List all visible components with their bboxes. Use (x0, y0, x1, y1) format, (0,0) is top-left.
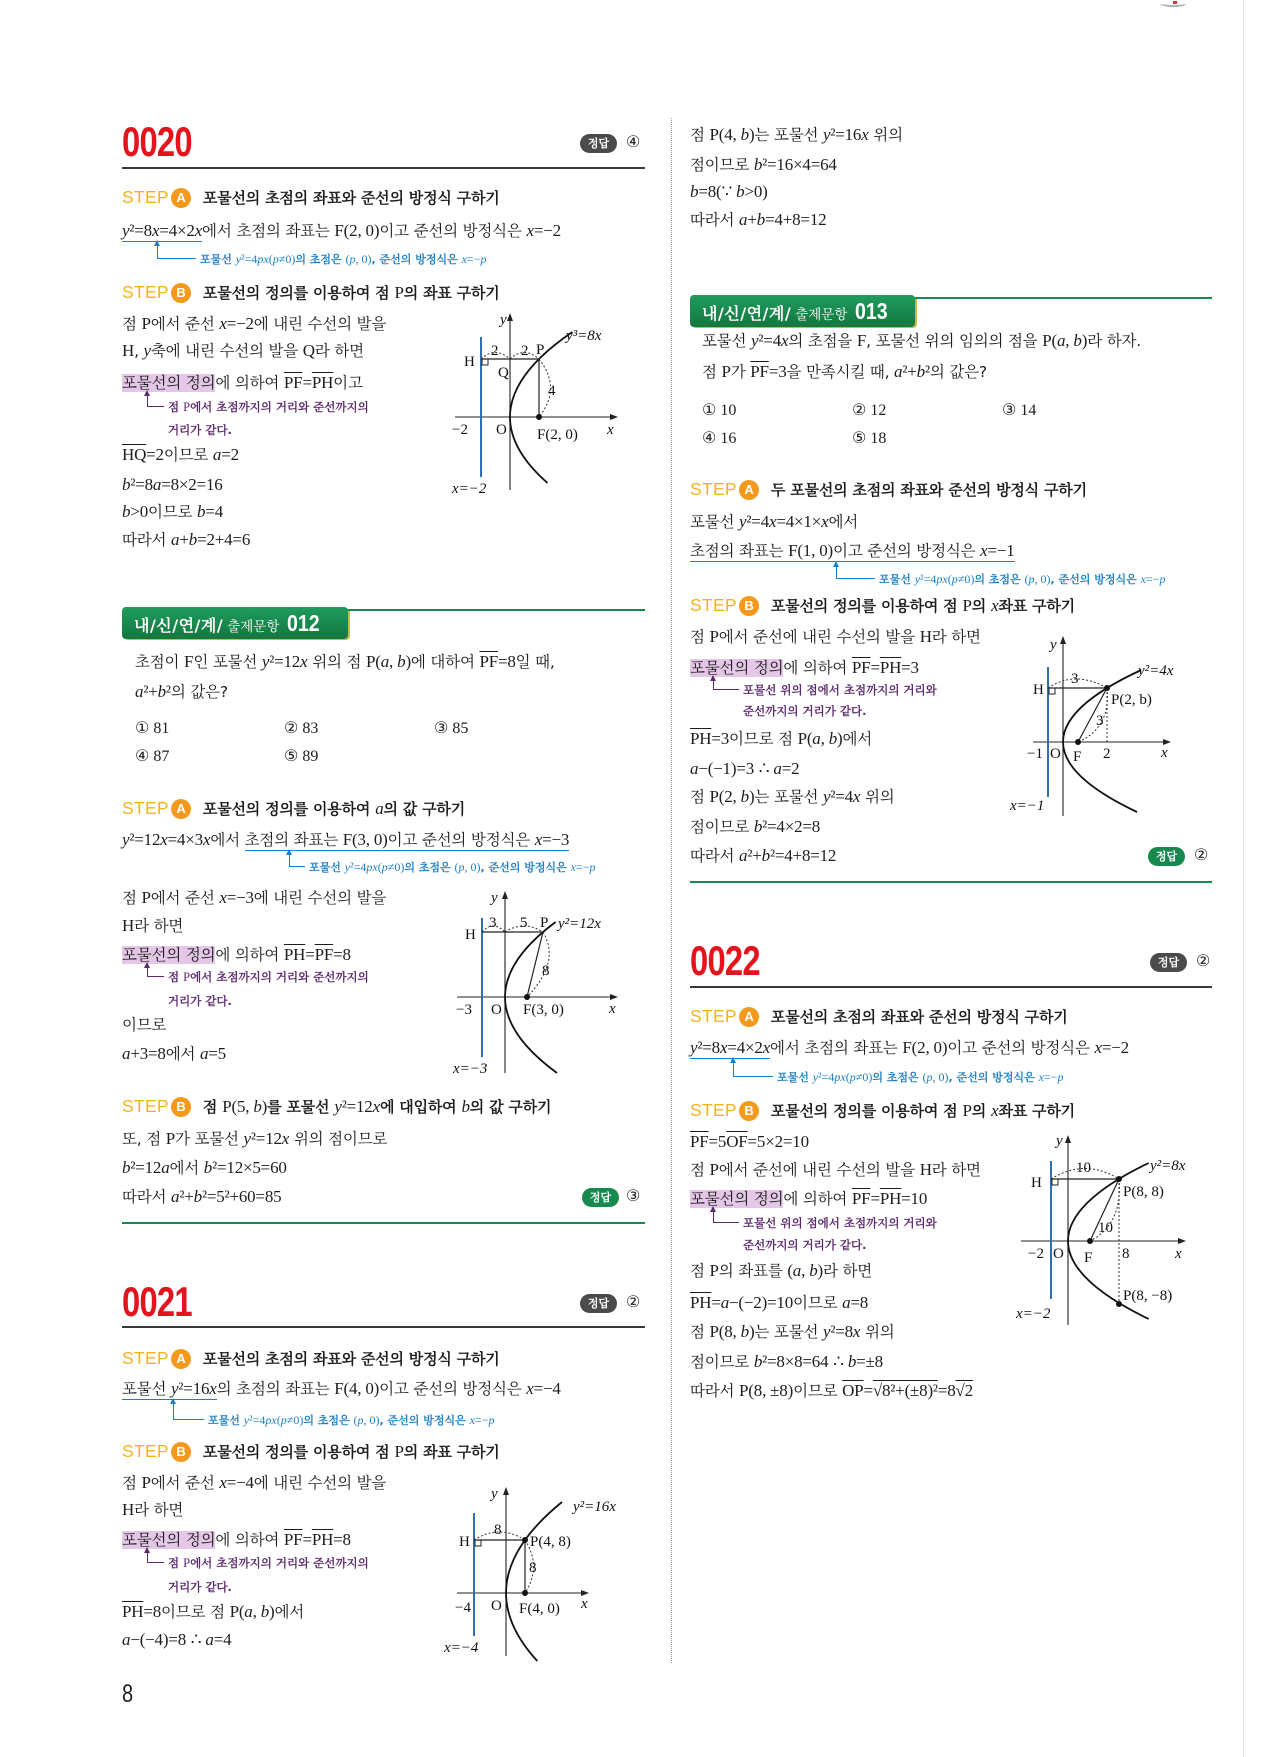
step-letter-badge: A (171, 188, 191, 208)
point-label-p-lower: P(8, −8) (1123, 1288, 1173, 1304)
axis-label-y: y (491, 890, 498, 906)
point-label-p: P(2, b) (1111, 692, 1152, 708)
point-label-h: H (464, 354, 475, 370)
note-arrow (733, 1062, 773, 1077)
blue-note: 포물선 y²=4px(p≠0)의 초점은 (p, 0), 준선의 방정식은 x=−p (777, 1070, 1064, 1084)
focus-label: F(3, 0) (523, 1002, 564, 1018)
axis-label-x: x (607, 422, 614, 438)
answer-badge: 정답 (582, 1188, 619, 1207)
page-edge-line (1243, 0, 1244, 1757)
choice-2: ② 12 (852, 402, 887, 419)
solution-line: y²=8x=4×2x에서 초점의 좌표는 F(2, 0)이고 준선의 방정식은 x=−2 (122, 221, 561, 240)
choice-5: ⑤ 18 (852, 430, 887, 447)
solution-line: 점 P에서 준선에 내린 수선의 발을 H라 하면 (690, 1160, 981, 1179)
step-heading (690, 478, 1087, 500)
step-letter-badge: B (171, 1442, 191, 1462)
step-heading (122, 186, 500, 208)
curve-label: y²=4x (1138, 663, 1174, 679)
directrix-label: x=−1 (1010, 798, 1045, 814)
purple-note: 점 P에서 초점까지의 거리와 준선까지의 (168, 1556, 369, 1570)
distance-label: 4 (548, 383, 556, 399)
step-title: 점 P(5, b)를 포물선 y²=12x에 대입하여 b의 값 구하기 (202, 1097, 552, 1116)
solution-line: H라 하면 (122, 916, 184, 935)
note-arrow (713, 1211, 739, 1223)
answer-badge: 정답 (1148, 847, 1185, 866)
tick-label: 8 (1122, 1246, 1130, 1262)
directrix-label: x=−2 (1016, 1306, 1051, 1322)
header-rule (690, 986, 1212, 988)
distance-label: 8 (542, 963, 550, 979)
step-title: 포물선의 초점의 좌표와 준선의 방정식 구하기 (202, 189, 500, 207)
point-label-p: P(4, 8) (530, 1534, 571, 1550)
note-arrow (713, 680, 739, 690)
focus-label: F(2, 0) (537, 427, 578, 443)
answer-badge: 정답 (1150, 953, 1187, 972)
header-rule (122, 1326, 645, 1328)
step-label: STEP (122, 1348, 169, 1368)
solution-line: 이므로 (122, 1016, 167, 1034)
blue-note: 포물선 y²=4px(p≠0)의 초점은 (p, 0), 준선의 방정식은 x=−p (208, 1413, 495, 1427)
point-label-q: Q (498, 365, 509, 381)
answer-value: ② (626, 1294, 641, 1311)
banner-rule (915, 297, 1212, 299)
parabola-graph (440, 1480, 640, 1670)
solution-line: $\overline{PF}=5\overline{OF}=5\times 2=10$ (690, 1132, 809, 1151)
problem-number: 0021 (122, 1278, 192, 1325)
axis-label-x: x (1161, 745, 1168, 761)
step-label: STEP (122, 1441, 169, 1461)
point-label-p: P (536, 342, 545, 358)
banner-label: 내/신/연/계/ (702, 304, 792, 323)
axis-label-x: x (1175, 1246, 1182, 1262)
section-end-rule (690, 881, 1212, 883)
solution-line: 포물선의 정의에 의하여 $\overline{PF}=\overline{PH}=8$ (122, 1530, 351, 1549)
purple-note: 준선까지의 거리가 같다. (743, 1238, 867, 1252)
choice-1: ① 81 (135, 720, 170, 737)
distance-label: 10 (1076, 1160, 1091, 1176)
step-letter-badge: A (171, 799, 191, 819)
solution-line: y²=8x=4×2x에서 초점의 좌표는 F(2, 0)이고 준선의 방정식은 x=−2 (690, 1038, 1129, 1057)
solution-line: y²=12x=4×3x에서 초점의 좌표는 F(3, 0)이고 준선의 방정식은 x=−3 (122, 830, 570, 849)
solution-line: 따라서 a+b=4+8=12 (690, 210, 827, 229)
solution-line: 따라서 P(8, ±8)이므로 $\overline{OP}=$ √ 8²+(±8)²=8 √ 2 (690, 1380, 973, 1402)
axis-label-y: y (500, 312, 507, 328)
step-title: 포물선의 정의를 이용하여 a의 값 구하기 (202, 799, 465, 818)
axis-label-x: x (581, 1596, 588, 1612)
solution-line: $\overline{HQ}=2$이므로 a=2 (122, 445, 239, 464)
choice-4: ④ 16 (702, 430, 737, 447)
origin-label: O (491, 1598, 502, 1614)
step-title: 포물선의 초점의 좌표와 준선의 방정식 구하기 (202, 1350, 500, 1368)
solution-line: H, y축에 내린 수선의 발을 Q라 하면 (122, 341, 364, 360)
choice-3: ③ 85 (434, 720, 469, 737)
solution-line: b>0이므로 b=4 (122, 502, 224, 521)
tick-label: 2 (1103, 746, 1111, 762)
point-label-h: H (1033, 682, 1044, 698)
parabola-graph (1005, 630, 1205, 820)
step-letter-badge: A (171, 1349, 191, 1369)
curve-label: y²=12x (558, 916, 601, 932)
step-label: STEP (690, 1100, 737, 1120)
solution-line: b=8(∵ b>0) (690, 182, 768, 201)
solution-line: 포물선의 정의에 의하여 $\overline{PF}=\overline{PH}$이고 (122, 373, 363, 392)
step-title: 두 포물선의 초점의 좌표와 준선의 방정식 구하기 (770, 481, 1087, 499)
solution-line: 포물선의 정의에 의하여 $\overline{PF}=\overline{PH}=10$ (690, 1189, 928, 1208)
note-arrow (289, 854, 305, 867)
step-title: 포물선의 정의를 이용하여 점 P의 좌표 구하기 (202, 1442, 500, 1461)
step-heading (122, 1440, 500, 1462)
choice-4: ④ 87 (135, 748, 170, 765)
purple-note: 포물선 위의 점에서 초점까지의 거리와 (743, 1216, 937, 1230)
parabola-graph (1010, 1128, 1210, 1328)
origin-label: O (491, 1002, 502, 1018)
step-label: STEP (122, 1096, 169, 1116)
choice-1: ① 10 (702, 402, 737, 419)
solution-line: 점이므로 b²=16×4=64 (690, 155, 837, 174)
blue-note: 포물선 y²=4px(p≠0)의 초점은 (p, 0), 준선의 방정식은 x=−p (200, 252, 487, 266)
note-arrow (836, 566, 875, 579)
solution-line: 점 P에서 준선 x=−4에 내린 수선의 발을 (122, 1473, 387, 1492)
blue-note: 포물선 y²=4px(p≠0)의 초점은 (p, 0), 준선의 방정식은 x=−p (309, 860, 596, 874)
purple-note: 거리가 같다. (168, 423, 232, 437)
column-divider (671, 118, 672, 1663)
step-label: STEP (122, 187, 169, 207)
origin-label: O (496, 422, 507, 438)
point-label-h: H (465, 927, 476, 943)
axis-label-y: y (1050, 637, 1057, 653)
section-end-rule (122, 1222, 645, 1224)
question-line: 점 P가 $\overline{PF}=3$을 만족시킬 때, a²+b²의 값은? (702, 362, 987, 381)
distance-label: 8 (494, 1522, 502, 1538)
directrix-label: x=−4 (444, 1640, 479, 1656)
answer-value: ③ (626, 1188, 641, 1205)
linked-problem-banner (690, 295, 915, 327)
step-heading (122, 1095, 551, 1117)
blue-note: 포물선 y²=4px(p≠0)의 초점은 (p, 0), 준선의 방정식은 x=−p (879, 572, 1166, 586)
focus-label: F(4, 0) (519, 1601, 560, 1617)
solution-line: 점이므로 b²=4×2=8 (690, 817, 821, 836)
solution-line: 초점의 좌표는 F(1, 0)이고 준선의 방정식은 x=−1 (690, 541, 1015, 560)
step-heading (122, 797, 465, 819)
banner-rule (348, 609, 645, 611)
solution-line: H라 하면 (122, 1500, 184, 1519)
banner-sub: 출제문항 (227, 619, 280, 635)
solution-line: 점 P에서 준선에 내린 수선의 발을 H라 하면 (690, 627, 981, 646)
solution-line: 따라서 a²+b²=4+8=12 (690, 846, 837, 865)
distance-label: 3 (1096, 713, 1104, 729)
step-letter-badge: B (739, 1101, 759, 1121)
solution-line: 포물선의 정의에 의하여 $\overline{PF}=\overline{PH}=3$ (690, 658, 919, 677)
step-label: STEP (122, 282, 169, 302)
linked-problem-banner (122, 607, 348, 639)
step-letter-badge: A (739, 1007, 759, 1027)
solution-line: 점이므로 b²=8×8=64 ∴ b=±8 (690, 1352, 883, 1371)
step-title: 포물선의 초점의 좌표와 준선의 방정식 구하기 (770, 1008, 1068, 1026)
solution-line: 포물선 y²=16x의 초점의 좌표는 F(4, 0)이고 준선의 방정식은 x=−4 (122, 1379, 561, 1398)
step-letter-badge: B (171, 1097, 191, 1117)
axis-label-y: y (491, 1486, 498, 1502)
tick-label: −2 (1028, 1246, 1044, 1262)
tick-label: −1 (1027, 746, 1043, 762)
step-label: STEP (690, 595, 737, 615)
question-line: 초점이 F인 포물선 y²=12x 위의 점 P(a, b)에 대하여 $\overline{PF}=8$일 때, (135, 652, 555, 671)
question-line: 포물선 y²=4x의 초점을 F, 포물선 위의 임의의 점을 P(a, b)라 하자. (702, 331, 1141, 350)
focus-label: F (1084, 1250, 1093, 1266)
solution-line: a−(−4)=8 ∴ a=4 (122, 1630, 232, 1649)
banner-label: 내/신/연/계/ (134, 616, 224, 635)
purple-note: 포물선 위의 점에서 초점까지의 거리와 (743, 683, 937, 697)
step-heading (690, 1099, 1075, 1121)
tick-label: −4 (455, 1600, 471, 1616)
solution-line: 또, 점 P가 포물선 y²=12x 위의 점이므로 (122, 1129, 388, 1148)
solution-line: 따라서 a+b=2+4=6 (122, 530, 251, 549)
answer-value: ④ (626, 134, 641, 151)
solution-line: 점 P(8, b)는 포물선 y²=8x 위의 (690, 1322, 895, 1341)
note-arrow (147, 395, 164, 407)
header-rule (122, 167, 645, 169)
distance-label: 8 (529, 1560, 537, 1576)
note-arrow (173, 1403, 204, 1420)
step-heading (122, 1347, 500, 1369)
solution-line: a−(−1)=3 ∴ a=2 (690, 759, 800, 778)
point-label-h: H (1031, 1175, 1042, 1191)
step-label: STEP (690, 1006, 737, 1026)
curve-label: y³=8x (566, 328, 602, 344)
point-label-p: P (540, 915, 549, 931)
axis-label-y: y (1056, 1133, 1063, 1149)
answer-badge: 정답 (580, 134, 617, 153)
point-label-p: P(8, 8) (1123, 1184, 1164, 1200)
directrix-label: x=−2 (452, 481, 487, 497)
problem-number: 0022 (690, 937, 760, 984)
distance-label: 10 (1098, 1220, 1113, 1236)
purple-note: 점 P에서 초점까지의 거리와 준선까지의 (168, 400, 369, 414)
origin-label: O (1053, 1246, 1064, 1262)
distance-label: 2 (521, 343, 529, 359)
step-letter-badge: B (171, 283, 191, 303)
corner-mark-dot (1173, 1, 1177, 4)
solution-line: $\overline{PH}=8$이므로 점 P(a, b)에서 (122, 1602, 305, 1621)
problem-number: 0020 (122, 118, 192, 165)
purple-note: 거리가 같다. (168, 994, 232, 1008)
answer-badge: 정답 (580, 1294, 617, 1313)
page-number: 8 (122, 1680, 134, 1708)
point-label-h: H (459, 1534, 470, 1550)
solution-line: 따라서 a²+b²=5²+60=85 (122, 1187, 282, 1206)
distance-label: 2 (491, 343, 499, 359)
step-title: 포물선의 정의를 이용하여 점 P의 좌표 구하기 (202, 283, 500, 302)
solution-line: 점 P의 좌표를 (a, b)라 하면 (690, 1261, 873, 1280)
banner-sub: 출제문항 (795, 307, 848, 323)
note-arrow (147, 1552, 164, 1563)
distance-label: 5 (520, 915, 528, 931)
step-label: STEP (122, 798, 169, 818)
curve-label: y²=16x (573, 1499, 616, 1515)
solution-line: 포물선 y²=4x=4×1×x에서 (690, 512, 859, 531)
parabola-graph (440, 300, 640, 500)
solution-line: b²=12a에서 b²=12×5=60 (122, 1158, 287, 1177)
step-letter-badge: B (739, 596, 759, 616)
step-heading (690, 1005, 1068, 1027)
distance-label: 3 (1071, 671, 1079, 687)
step-letter-badge: A (739, 480, 759, 500)
purple-note: 점 P에서 초점까지의 거리와 준선까지의 (168, 970, 369, 984)
solution-line: 점 P에서 준선 x=−3에 내린 수선의 발을 (122, 888, 387, 907)
choice-5: ⑤ 89 (284, 748, 319, 765)
choice-3: ③ 14 (1002, 402, 1037, 419)
solution-line: 포물선의 정의에 의하여 $\overline{PH}=\overline{PF}=8$ (122, 945, 351, 964)
banner-number: 013 (855, 298, 888, 324)
purple-note: 준선까지의 거리가 같다. (743, 704, 867, 718)
note-arrow (157, 245, 196, 259)
solution-line: a+3=8에서 a=5 (122, 1044, 226, 1063)
tick-label: −2 (452, 422, 468, 438)
answer-value: ② (1194, 847, 1209, 864)
solution-line: $\overline{PH}=3$이므로 점 P(a, b)에서 (690, 729, 873, 748)
directrix-label: x=−3 (453, 1061, 488, 1077)
axis-label-x: x (609, 1001, 616, 1017)
parabola-graph (440, 880, 640, 1080)
answer-value: ② (1196, 953, 1211, 970)
solution-line: $\overline{PH}=a-(-2)=10$이므로 a=8 (690, 1293, 869, 1312)
note-arrow (147, 967, 164, 977)
question-line: a²+b²의 값은? (135, 682, 228, 701)
banner-number: 012 (287, 610, 320, 636)
tick-label: −3 (456, 1002, 472, 1018)
distance-label: 3 (489, 915, 497, 931)
solution-line: 점 P에서 준선 x=−2에 내린 수선의 발을 (122, 314, 387, 333)
solution-line: 점 P(4, b)는 포물선 y²=16x 위의 (690, 125, 903, 144)
focus-label: F (1073, 749, 1082, 765)
step-title: 포물선의 정의를 이용하여 점 P의 x좌표 구하기 (770, 1101, 1075, 1120)
step-title: 포물선의 정의를 이용하여 점 P의 x좌표 구하기 (770, 596, 1075, 615)
origin-label: O (1050, 746, 1061, 762)
choice-2: ② 83 (284, 720, 319, 737)
curve-label: y²=8x (1150, 1158, 1186, 1174)
solution-line: b²=8a=8×2=16 (122, 475, 223, 494)
solution-line: 점 P(2, b)는 포물선 y²=4x 위의 (690, 787, 895, 806)
step-heading (690, 594, 1075, 616)
step-label: STEP (690, 479, 737, 499)
purple-note: 거리가 같다. (168, 1580, 232, 1594)
